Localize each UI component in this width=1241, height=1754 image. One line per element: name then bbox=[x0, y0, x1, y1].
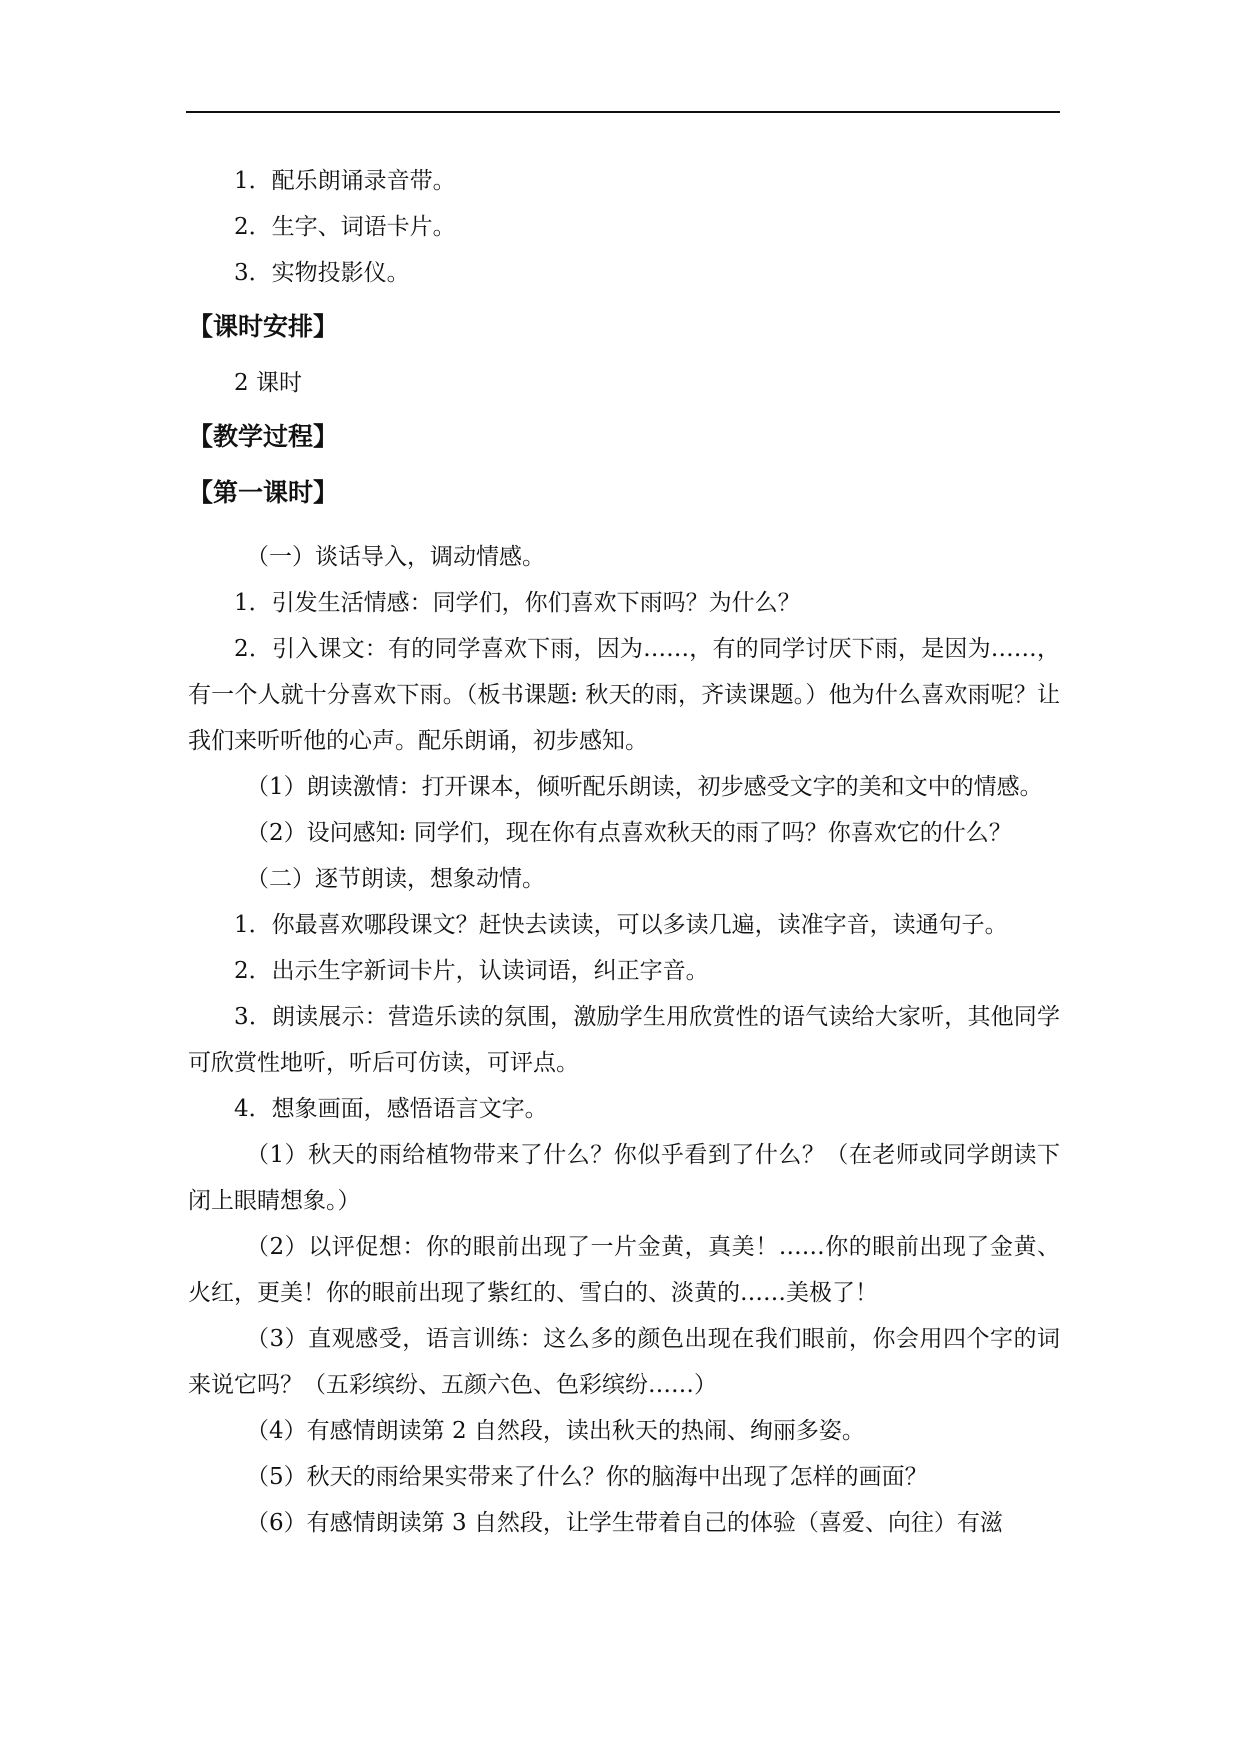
header-rule bbox=[186, 111, 1060, 113]
material-item: 2．生字、词语卡片。 bbox=[234, 214, 456, 240]
material-item: 1．配乐朗诵录音带。 bbox=[234, 168, 456, 194]
lesson-paragraph: （一）谈话导入，调动情感。 bbox=[246, 544, 545, 570]
lesson-paragraph: 3．朗读展示：营造乐读的氛围，激励学生用欣赏性的语气读给大家听，其他同学可欣赏性地听，听后可仿读，可评点。 bbox=[188, 1004, 1060, 1076]
lesson-paragraph: 4．想象画面，感悟语言文字。 bbox=[234, 1096, 548, 1122]
lesson-paragraph: （3）直观感受，语言训练：这么多的颜色出现在我们眼前，你会用四个字的词来说它吗？（五彩缤纷、五颜六色、色彩缤纷……） bbox=[188, 1326, 1060, 1398]
lesson-paragraph: （4）有感情朗读第 2 自然段，读出秋天的热闹、绚丽多姿。 bbox=[246, 1418, 865, 1444]
lesson-paragraph: （2）设问感知: 同学们，现在你有点喜欢秋天的雨了吗？你喜欢它的什么？ bbox=[246, 820, 1012, 846]
schedule-heading: 【课时安排】 bbox=[188, 312, 339, 341]
lesson-one-heading: 【第一课时】 bbox=[188, 478, 339, 507]
lesson-paragraph: （二）逐节朗读，想象动情。 bbox=[246, 866, 545, 892]
lesson-paragraph: （2）以评促想：你的眼前出现了一片金黄，真美！……你的眼前出现了金黄、火红，更美！你的眼前出现了紫红的、雪白的、淡黄的……美极了！ bbox=[188, 1234, 1060, 1306]
lesson-paragraph: （5）秋天的雨给果实带来了什么？你的脑海中出现了怎样的画面？ bbox=[246, 1464, 928, 1490]
lesson-paragraph: 2．引入课文：有的同学喜欢下雨，因为……，有的同学讨厌下雨，是因为……，有一个人就十分喜欢下雨。（板书课题: 秋天的雨，齐读课题。）他为什么喜欢雨呢？让我们来听听他的心声。配乐朗诵，初步感知。 bbox=[188, 636, 1060, 754]
lesson-paragraph: 2．出示生字新词卡片，认读词语，纠正字音。 bbox=[234, 958, 709, 984]
material-item: 3．实物投影仪。 bbox=[234, 260, 410, 286]
lesson-paragraph: （1）秋天的雨给植物带来了什么？你似乎看到了什么？（在老师或同学朗读下闭上眼睛想象。） bbox=[188, 1142, 1060, 1214]
lesson-paragraph: 1．你最喜欢哪段课文？赶快去读读，可以多读几遍，读准字音，读通句子。 bbox=[234, 912, 1008, 938]
schedule-text: 2 课时 bbox=[234, 370, 302, 396]
document-body bbox=[188, 158, 1060, 1546]
lesson-paragraph: （1）朗读激情：打开课本，倾听配乐朗读，初步感受文字的美和文中的情感。 bbox=[246, 774, 1043, 800]
lesson-paragraph: 1．引发生活情感：同学们，你们喜欢下雨吗？为什么？ bbox=[234, 590, 801, 616]
process-heading: 【教学过程】 bbox=[188, 422, 339, 451]
lesson-paragraph: （6）有感情朗读第 3 自然段，让学生带着自己的体验（喜爱、向往）有滋 bbox=[246, 1510, 1003, 1536]
